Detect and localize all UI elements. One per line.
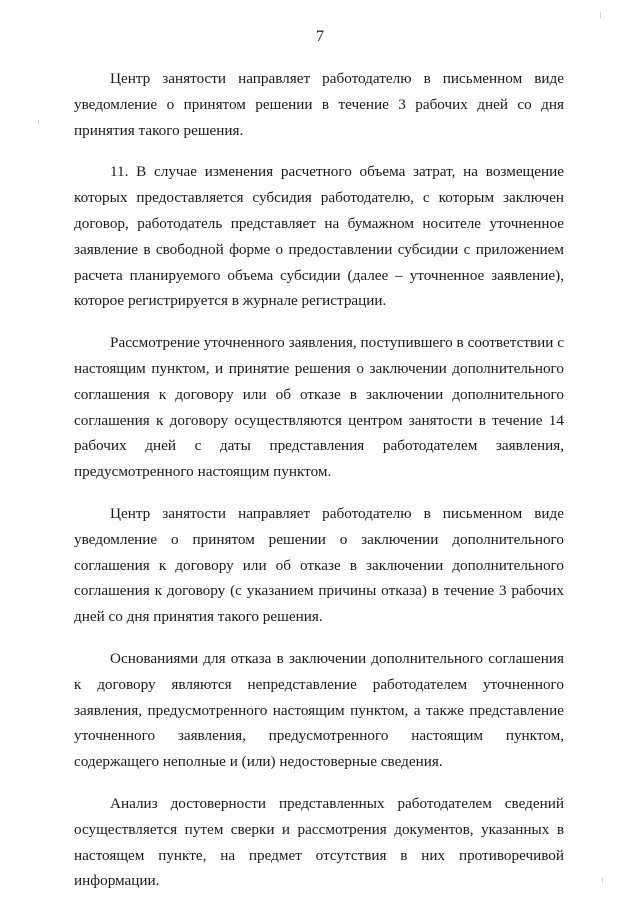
- paragraph-verification: Анализ достоверности представленных работодателем сведений осуществляется путем сверки и рассмотрения документов, указанных в настоящем пункте, на предмет отсутствия в них противоречивой информации.: [74, 794, 564, 890]
- document-body: [74, 66, 564, 910]
- paragraph-notification: Центр занятости направляет работодателю в письменном виде уведомление о принятом решении в течение 3 рабочих дней со дня принятия такого решения.: [74, 70, 564, 139]
- paragraph-decision-notice: Центр занятости направляет работодателю в письменном виде уведомление о принятом решении о заключении дополнительного соглашения к договору или об отказе в заключении дополнительного соглашения к договору (с указанием причины отказа) в течение 3 рабочих дней со дня принятия такого решения.: [74, 504, 564, 626]
- paragraph-refusal-grounds: Основаниями для отказа в заключении дополнительного соглашения к договору являются непредставление работодателем уточненного заявления, предусмотренного настоящим пунктом, а также представление уточненного заявления, предусмотренного настоящим пунктом, содержащего неполные и (или) недостоверные сведения.: [74, 649, 564, 771]
- paragraph-review: Рассмотрение уточненного заявления, поступившего в соответствии с настоящим пунктом, и принятие решения о заключении дополнительного соглашения к договору или об отказе в заключении дополнительного соглашения к договору осуществляются центром занятости в течение 14 рабочих дней с даты представления работодателем заявления, предусмотренного настоящим пунктом.: [74, 334, 564, 481]
- page-number: 7: [316, 28, 324, 45]
- paragraph-clause-11: 11. В случае изменения расчетного объема затрат, на возмещение которых предоставляется субсидия работодателю, с которым заключен договор, работодатель представляет на бумажном носителе уточненное заявление в свободной форме о предоставлении субсидии с приложением расчета планируемого объема субсидии (далее – уточненное заявление), которое регистрируется в журнале регистрации.: [74, 163, 564, 310]
- scan-artifact: [600, 12, 601, 18]
- scan-artifact: [602, 878, 603, 883]
- scan-artifact: [38, 120, 39, 124]
